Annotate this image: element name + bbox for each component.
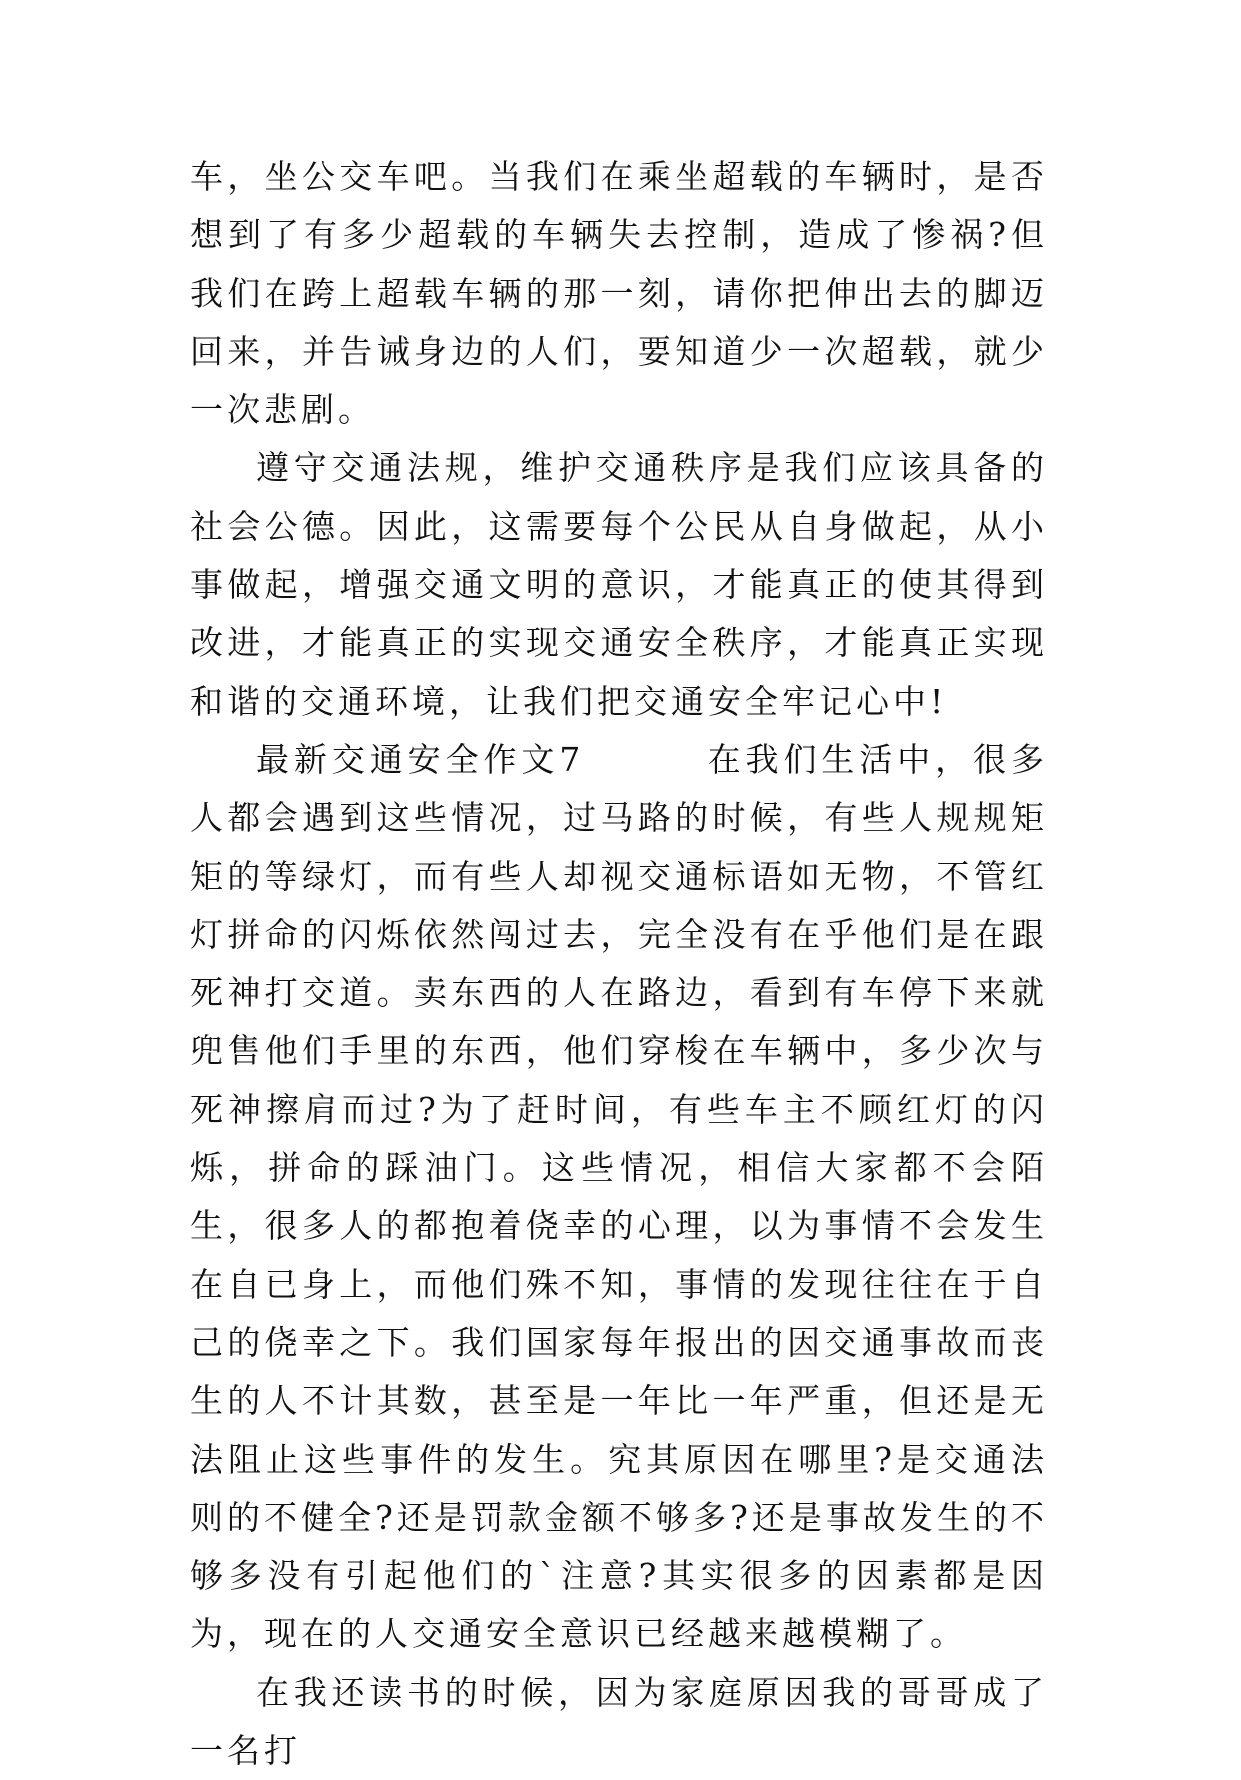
paragraph-3-text: 在我们生活中，很多人都会遇到这些情况，过马路的时候，有些人规规矩矩的等绿灯，而有些人却视交通标语如无物，不管红灯拼命的闪烁依然闯过去，完全没有在乎他们是在跟死神打交道。卖东西的人在路边，看到有车停下来就兜售他们手里的东西，他们穿梭在车辆中，多少次与死神擦肩而过?为了赶时间，有些车主不顾红灯的闪烁，拼命的踩油门。这些情况，相信大家都不会陌生，很多人的都抱着侥幸的心理，以为事情不会发生在自已身上，而他们殊不知，事情的发现往往在于自己的侥幸之下。我们国家每年报出的因交通事故而丧生的人不计其数，甚至是一年比一年严重，但还是无法阻止这些事件的发生。究其原因在哪里?是交通法则的不健全?还是罚款金额不够多?还是事故发生的不够多没有引起他们的`注意?其实很多的因素都是因为，现在的人交通安全意识已经越来越模糊了。 — [190, 739, 1048, 1654]
paragraph-3 — [190, 731, 1048, 1664]
paragraph-1: 车，坐公交车吧。当我们在乘坐超载的车辆时，是否想到了有多少超载的车辆失去控制，造成了惨祸?但我们在跨上超载车辆的那一刻，请你把伸出去的脚迈回来，并告诫身边的人们，要知道少一次超载，就少一次悲剧。 — [190, 157, 1048, 430]
heading-gap — [584, 740, 707, 779]
paragraph-4: 在我还读书的时候，因为家庭原因我的哥哥成了一名打 — [190, 1672, 1048, 1771]
document-body — [190, 148, 1048, 1780]
section-heading: 最新交通安全作文7 — [256, 739, 585, 779]
paragraph-2: 遵守交通法规，维护交通秩序是我们应该具备的社会公德。因此，这需要每个公民从自身做起，从小事做起，增强交通文明的意识，才能真正的使其得到改进，才能真正的实现交通安全秩序，才能真正实现和谐的交通环境，让我们把交通安全牢记心中! — [190, 448, 1048, 721]
